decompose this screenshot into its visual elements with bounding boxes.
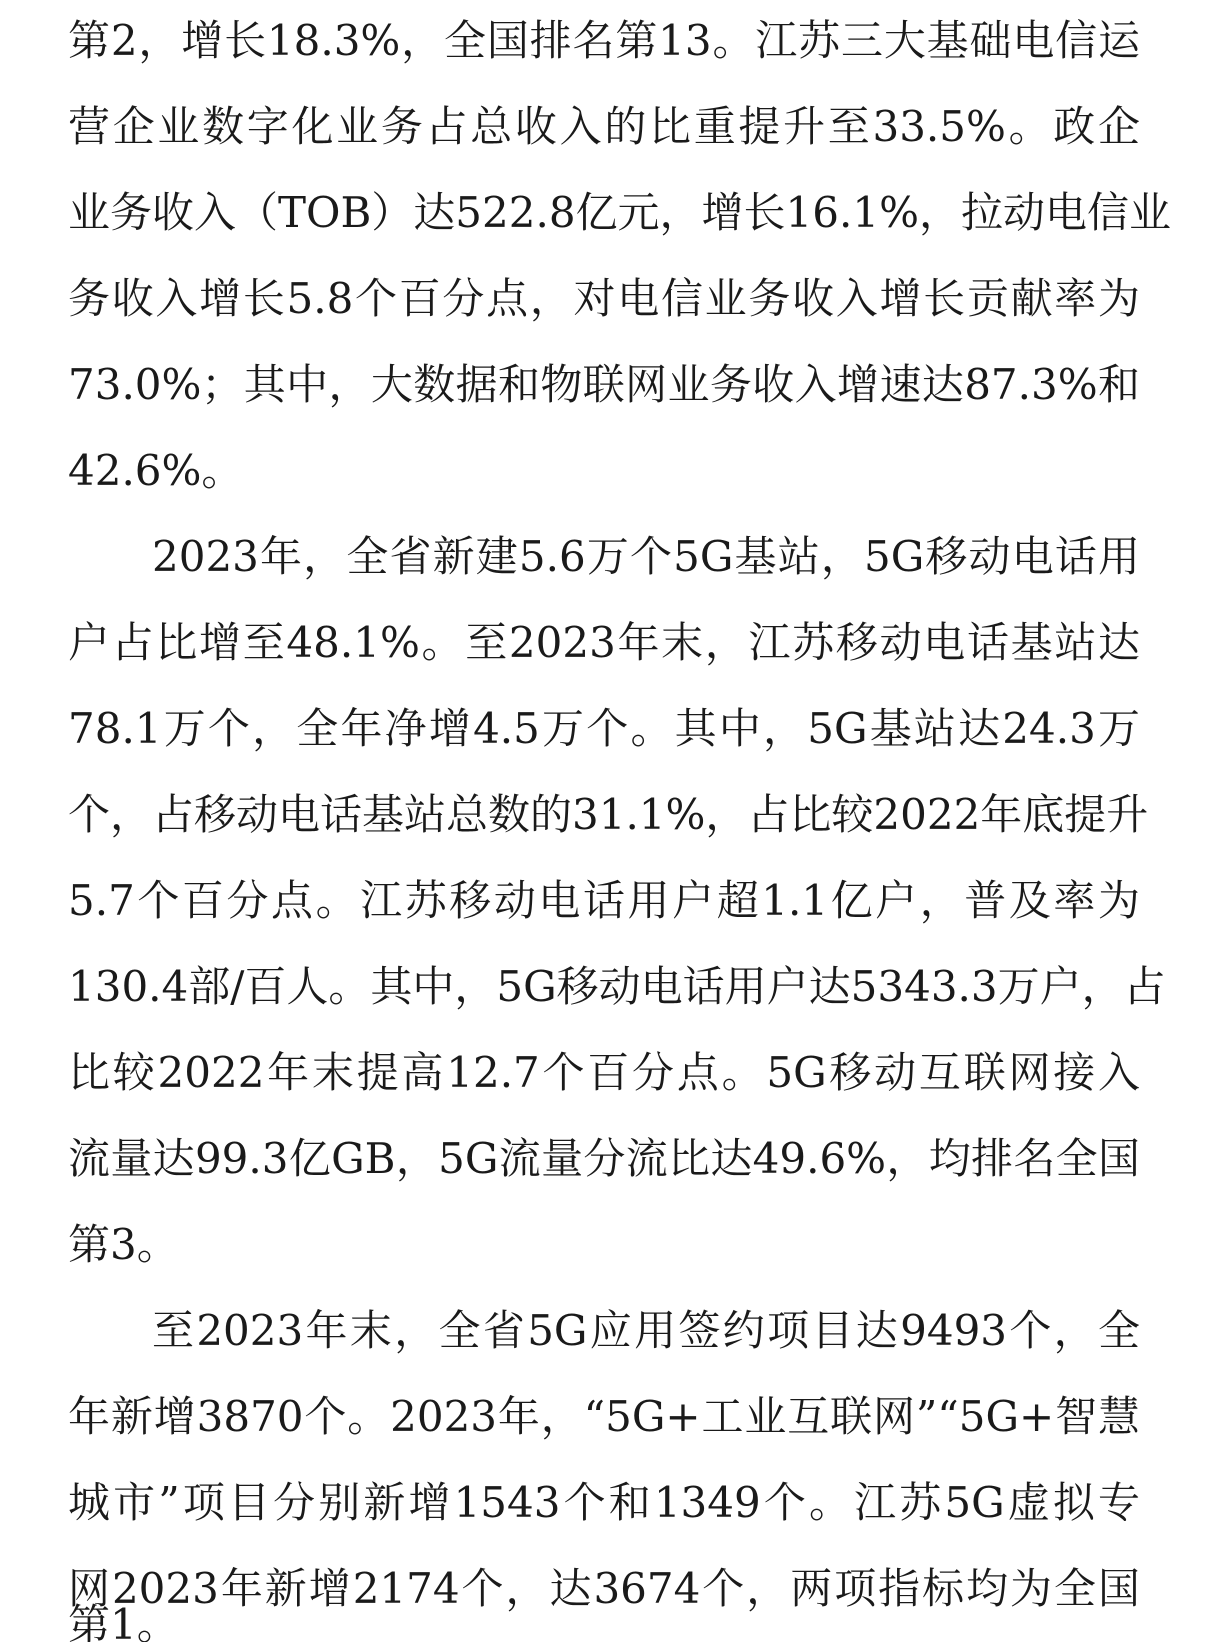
text-line: 业务收入（TOB）达522.8亿元，增长16.1%，拉动电信业	[68, 188, 1171, 237]
text-line: 务收入增长5.8个百分点，对电信业务收入增长贡献率为	[68, 274, 1140, 323]
text-line: 2023年，全省新建5.6万个5G基站，5G移动电话用	[152, 532, 1140, 581]
text-line: 营企业数字化业务占总收入的比重提升至33.5%。政企	[68, 102, 1140, 151]
text-line: 第1。	[68, 1600, 179, 1642]
text-line: 78.1万个，全年净增4.5万个。其中，5G基站达24.3万	[68, 704, 1140, 753]
text-line: 网2023年新增2174个，达3674个，两项指标均为全国	[68, 1564, 1140, 1613]
text-line: 流量达99.3亿GB，5G流量分流比达49.6%，均排名全国	[68, 1134, 1140, 1183]
text-line: 户占比增至48.1%。至2023年末，江苏移动电话基站达	[68, 618, 1140, 667]
text-line: 5.7个百分点。江苏移动电话用户超1.1亿户，普及率为	[68, 876, 1140, 925]
text-line: 第3。	[68, 1220, 179, 1269]
text-line: 73.0%；其中，大数据和物联网业务收入增速达87.3%和	[68, 360, 1140, 409]
text-line: 至2023年末，全省5G应用签约项目达9493个，全	[152, 1306, 1140, 1355]
text-line: 个，占移动电话基站总数的31.1%，占比较2022年底提升	[68, 790, 1149, 839]
text-line: 第2，增长18.3%，全国排名第13。江苏三大基础电信运	[68, 16, 1140, 65]
text-line: 130.4部/百人。其中，5G移动电话用户达5343.3万户，占	[68, 962, 1166, 1011]
text-line: 比较2022年末提高12.7个百分点。5G移动互联网接入	[68, 1048, 1140, 1097]
text-line: 42.6%。	[68, 446, 244, 495]
text-line: 年新增3870个。2023年，“5G+工业互联网”“5G+智慧	[68, 1392, 1140, 1441]
text-line: 城市”项目分别新增1543个和1349个。江苏5G虚拟专	[68, 1478, 1140, 1527]
